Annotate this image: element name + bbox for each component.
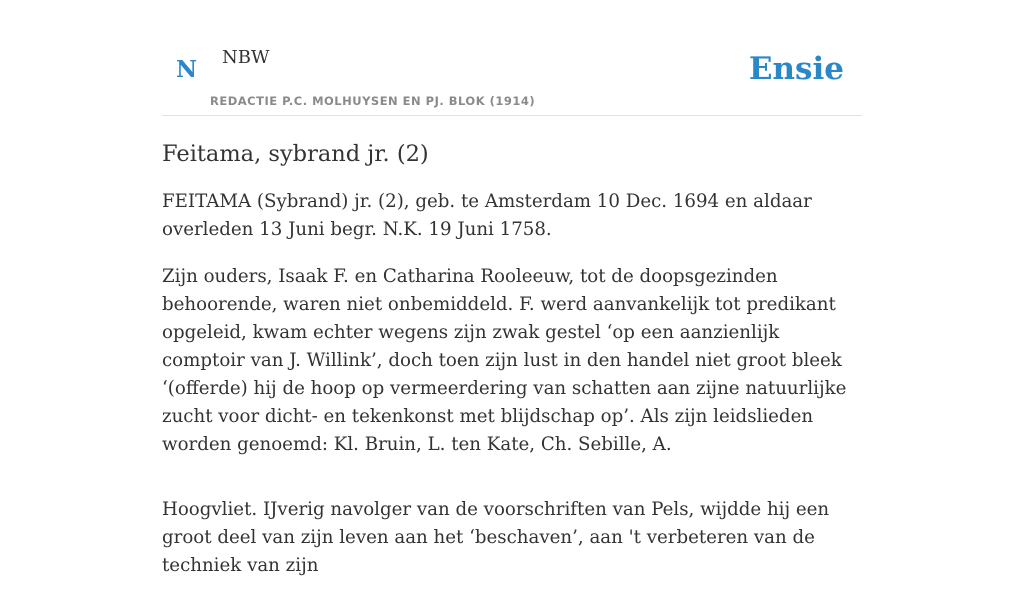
source-logo[interactable]: N	[176, 56, 198, 83]
source-title[interactable]: NBW	[222, 47, 270, 68]
brand-logo-link[interactable]: Ensie	[748, 51, 844, 87]
article-title: Feitama, sybrand jr. (2)	[162, 141, 429, 167]
article-paragraph: Hoogvliet. IJverig navolger van de voorschriften van Pels, wijdde hij een groot deel van zijn leven aan het ‘beschaven’, aan 't verbeteren van de techniek van zijn	[162, 499, 830, 576]
article-paragraph: FEITAMA (Sybrand) jr. (2), geb. te Amsterdam 10 Dec. 1694 en aldaar overleden 13 Juni begr. N.K. 19 Juni 1758.	[162, 191, 812, 240]
article-paragraph: Zijn ouders, Isaak F. en Catharina Rooleeuw, tot de doopsgezinden behoorende, waren niet onbemiddeld. F. werd aanvankelijk tot predikant opgeleid, kwam echter wegens zijn zwak gestel ‘op een aanzienlijk comptoir van J. Willink’, doch toen zijn lust in den handel niet groot bleek ‘(offerde) hij de hoop op vermeerdering van schatten aan zijne natuurlijke zucht voor dicht- en tekenkonst met blijdschap op’. Als zijn leidslieden worden genoemd: Kl. Bruin, L. ten Kate, Ch. Sebille, A.	[162, 266, 847, 455]
source-subtitle: REDACTIE P.C. MOLHUYSEN EN PJ. BLOK (1914)	[210, 94, 536, 108]
site-header	[162, 36, 862, 116]
article	[162, 138, 864, 599]
